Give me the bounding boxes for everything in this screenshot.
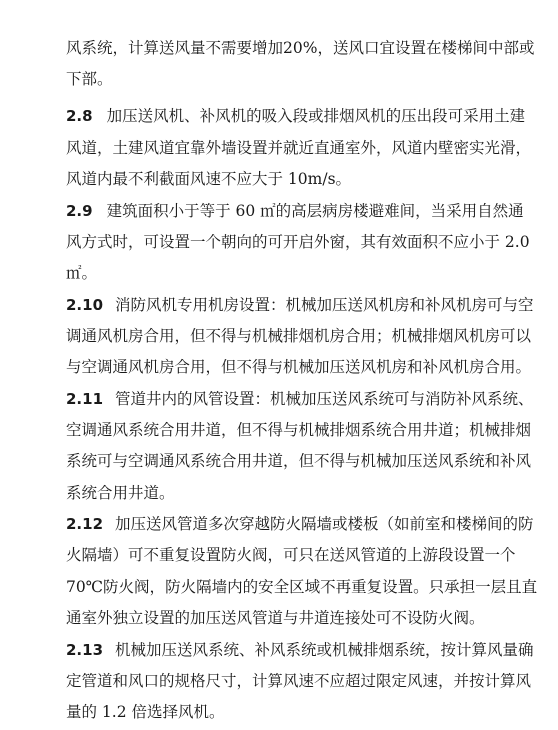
- clause-number: 2.9: [66, 202, 93, 220]
- clause-2-8: [66, 106, 525, 126]
- clause-2-11: [66, 389, 534, 409]
- line-text: 火隔墙）可不重复设置防火阀，可只在送风管道的上游段设置一个: [66, 546, 516, 564]
- clause-number: 2.8: [66, 107, 93, 125]
- clause-number: 2.13: [66, 641, 104, 659]
- line-text: 下部。: [66, 70, 113, 88]
- paragraph-line: [66, 545, 516, 565]
- clause-number: 2.11: [66, 390, 104, 408]
- paragraph-line: [66, 69, 113, 89]
- line-text: 管道井内的风管设置：机械加压送风系统可与消防补风系统、: [115, 390, 534, 408]
- paragraph-line: [66, 326, 531, 346]
- clause-2-10: [66, 295, 534, 315]
- paragraph-line: [66, 671, 531, 691]
- line-text: 加压送风机、补风机的吸入段或排烟风机的压出段可采用土建: [106, 107, 526, 125]
- paragraph-line: [66, 232, 530, 252]
- paragraph-line: [66, 169, 351, 189]
- clause-2-12: [66, 514, 534, 534]
- clause-2-13: [66, 640, 534, 660]
- paragraph-line: [66, 263, 97, 283]
- line-text: 风方式时，可设置一个朝向的可开启外窗，其有效面积不应小于 2.0: [66, 233, 530, 251]
- line-text: 风道，土建风道宜靠外墙设置并就近直通室外，风道内壁密实光滑，: [66, 139, 532, 157]
- paragraph-line: [66, 357, 531, 377]
- paragraph-line: [66, 483, 175, 503]
- paragraph-line: [66, 451, 531, 471]
- line-text: 建筑面积小于等于 60 ㎡的高层病房楼避难间，当采用自然通: [106, 202, 524, 220]
- line-text: 系统合用井道。: [66, 484, 175, 502]
- line-text: 风道内最不利截面风速不应大于 10m/s。: [66, 170, 352, 188]
- line-text: 机械加压送风系统、补风系统或机械排烟系统，按计算风量确: [115, 641, 534, 659]
- paragraph-line: [66, 702, 225, 722]
- line-text: 调通风机房合用，但不得与机械排烟机房合用；机械排烟风机房可以: [66, 327, 532, 345]
- line-text: 空调通风系统合用井道，但不得与机械排烟系统合用井道；机械排烟: [66, 421, 532, 439]
- line-text: 与空调通风机房合用，但不得与机械加压送风机房和补风机房合用。: [66, 358, 532, 376]
- clause-number: 2.12: [66, 515, 104, 533]
- line-text: 风系统，计算送风量不需要增加20%，送风口宜设置在楼梯间中部或: [66, 39, 535, 57]
- line-text: 定管道和风口的规格尺寸，计算风速不应超过限定风速，并按计算风: [66, 672, 532, 690]
- clause-number: 2.10: [66, 296, 104, 314]
- paragraph-line: [66, 138, 531, 158]
- line-text: 系统可与空调通风系统合用井道，但不得与机械加压送风系统和补风: [66, 452, 532, 470]
- line-text: 消防风机专用机房设置：机械加压送风机房和补风机房可与空: [115, 296, 534, 314]
- paragraph-line: [66, 38, 534, 58]
- line-text: ㎡。: [66, 264, 98, 282]
- line-text: 加压送风管道多次穿越防火隔墙或楼板（如前室和楼梯间的防: [115, 515, 534, 533]
- clause-2-9: [66, 201, 524, 221]
- line-text: 量的 1.2 倍选择风机。: [66, 703, 225, 721]
- line-text: 70℃防火阀，防火隔墙内的安全区域不再重复设置。只承担一层且直: [66, 578, 538, 596]
- paragraph-line: [66, 608, 485, 628]
- line-text: 通室外独立设置的加压送风管道与井道连接处可不设防火阀。: [66, 609, 485, 627]
- paragraph-line: [66, 420, 531, 440]
- paragraph-line: [66, 577, 537, 597]
